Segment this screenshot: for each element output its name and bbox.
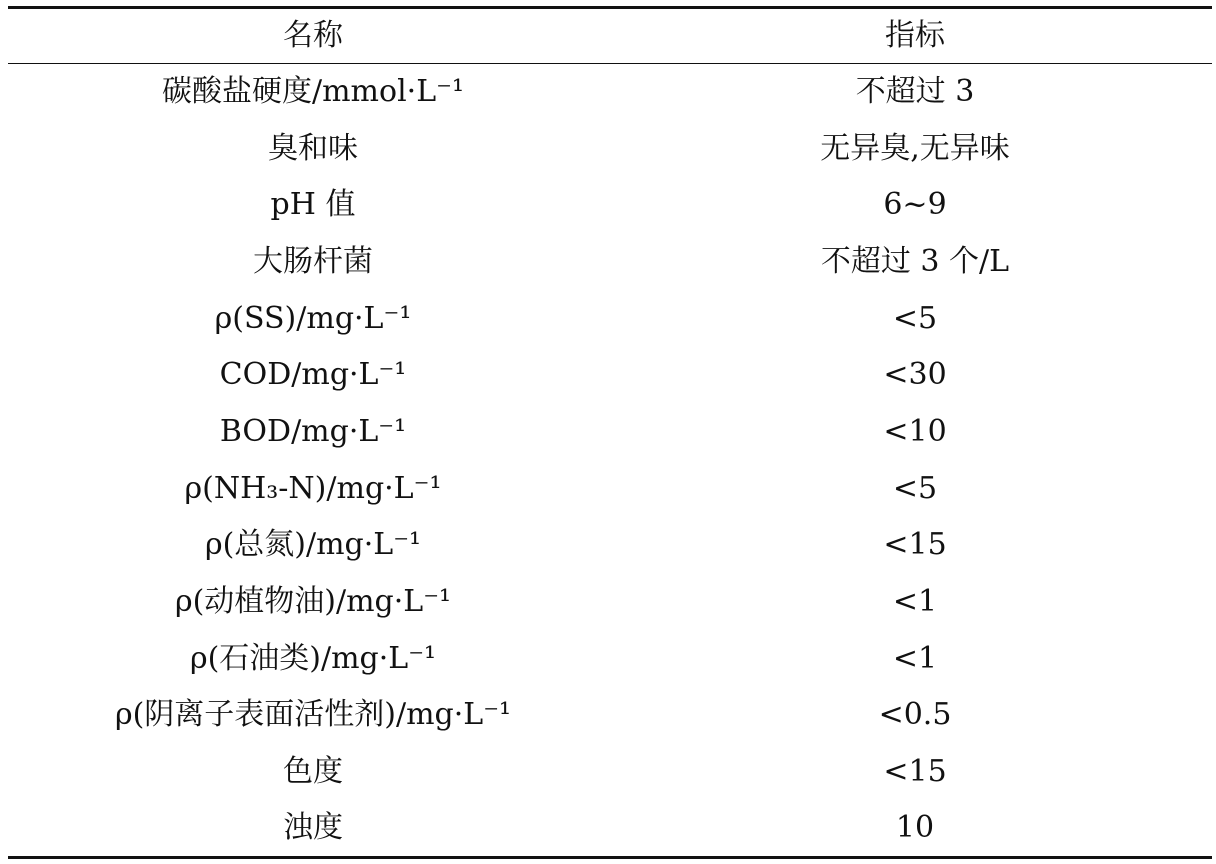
table-body bbox=[8, 64, 1212, 858]
table-row bbox=[8, 630, 1212, 687]
row-name: 大肠杆菌 bbox=[253, 243, 373, 279]
row-value: 6~9 bbox=[883, 187, 947, 223]
row-value: 10 bbox=[618, 800, 1212, 857]
row-value: <0.5 bbox=[878, 697, 952, 733]
table-row bbox=[8, 234, 1212, 291]
row-value: <15 bbox=[883, 754, 947, 790]
table-row bbox=[8, 290, 1212, 347]
table-row bbox=[8, 347, 1212, 404]
row-name: ρ(阴离子表面活性剂)/mg·L⁻¹ bbox=[114, 697, 512, 733]
row-value: <15 bbox=[883, 527, 947, 563]
table-row bbox=[8, 404, 1212, 461]
row-value: <5 bbox=[892, 300, 938, 336]
table-row bbox=[8, 177, 1212, 234]
row-name: pH 值 bbox=[270, 187, 356, 223]
table-row bbox=[8, 574, 1212, 631]
row-value: <1 bbox=[892, 584, 938, 620]
table-header bbox=[8, 8, 1212, 64]
row-name: ρ(NH₃-N)/mg·L⁻¹ bbox=[184, 470, 442, 506]
table-row bbox=[8, 744, 1212, 801]
table-row bbox=[8, 517, 1212, 574]
table-row bbox=[8, 687, 1212, 744]
row-name: 碳酸盐硬度/mmol·L⁻¹ bbox=[162, 74, 464, 110]
row-value: 无异臭,无异味 bbox=[820, 130, 1010, 166]
row-value: <1 bbox=[892, 640, 938, 676]
row-name: ρ(石油类)/mg·L⁻¹ bbox=[189, 640, 437, 676]
row-name: 色度 bbox=[283, 754, 343, 790]
row-value: <30 bbox=[883, 357, 947, 393]
water-quality-table-container bbox=[8, 6, 1212, 858]
table-row bbox=[8, 120, 1212, 177]
row-name: ρ(动植物油)/mg·L⁻¹ bbox=[174, 584, 452, 620]
row-name: ρ(总氮)/mg·L⁻¹ bbox=[204, 527, 422, 563]
header-value: 指标 bbox=[618, 8, 1212, 64]
table-row bbox=[8, 800, 1212, 857]
header-row bbox=[8, 8, 1212, 64]
header-name: 名称 bbox=[8, 8, 618, 64]
row-value: 不超过 3 bbox=[855, 74, 975, 110]
table-row bbox=[8, 460, 1212, 517]
row-name: 浊度 bbox=[8, 800, 618, 857]
water-quality-table bbox=[8, 6, 1212, 859]
row-name: COD/mg·L⁻¹ bbox=[219, 357, 407, 393]
row-value: <10 bbox=[883, 413, 947, 449]
table-row bbox=[8, 64, 1212, 121]
row-name: ρ(SS)/mg·L⁻¹ bbox=[214, 300, 412, 336]
row-value: 不超过 3 个/L bbox=[820, 243, 1010, 279]
row-name: BOD/mg·L⁻¹ bbox=[219, 413, 407, 449]
row-value: <5 bbox=[892, 470, 938, 506]
row-name: 臭和味 bbox=[268, 130, 358, 166]
